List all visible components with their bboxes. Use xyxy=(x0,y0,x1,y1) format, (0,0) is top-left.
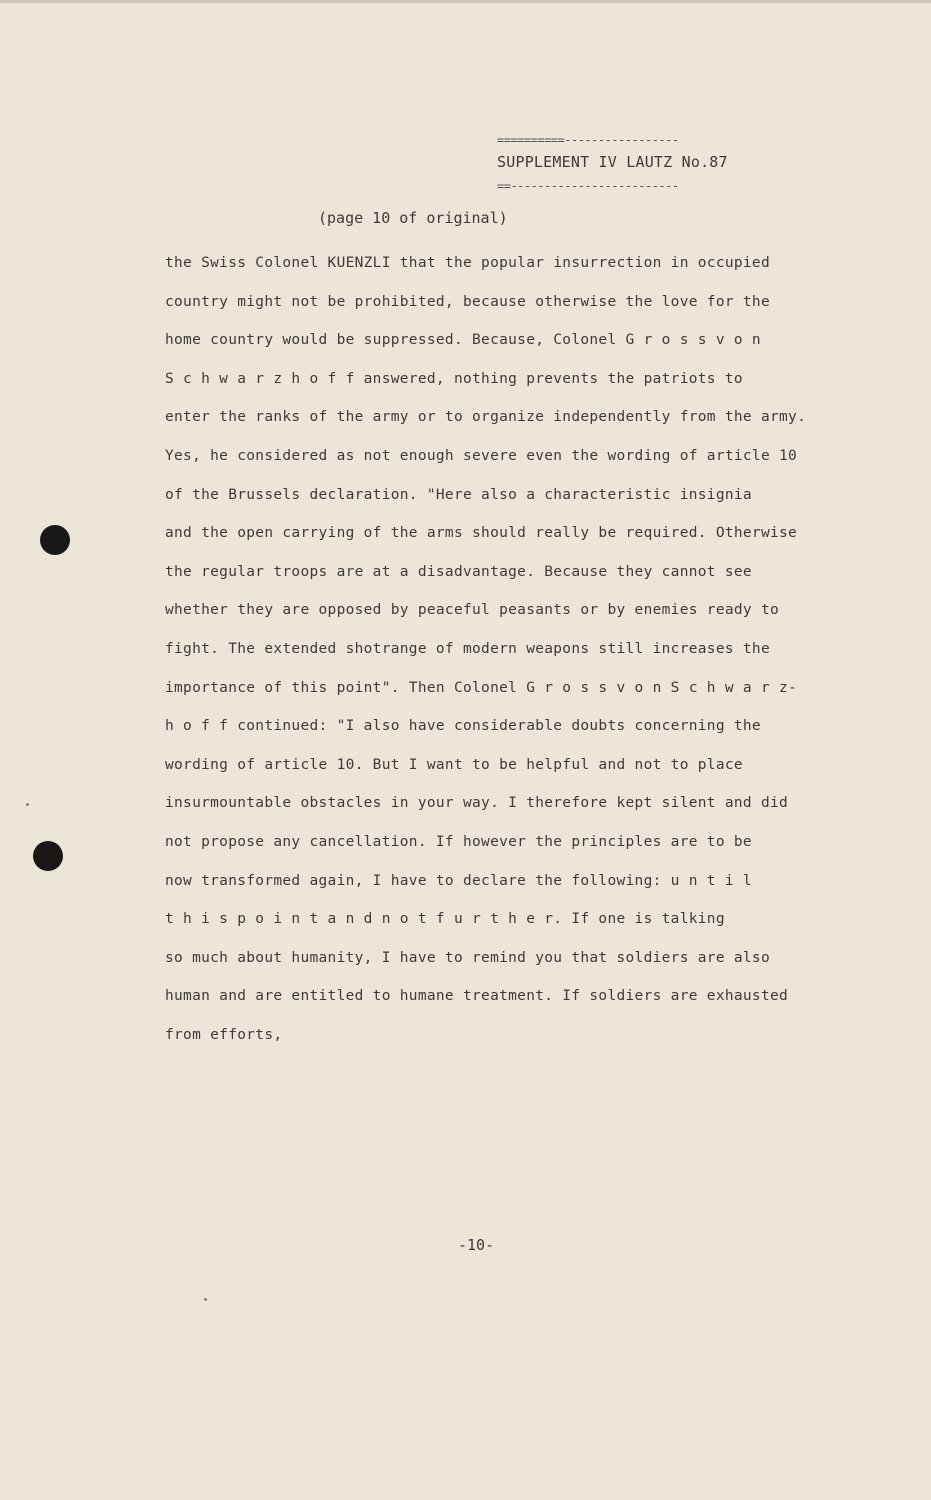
text-line: now transformed again, I have to declare the following: u n t i l xyxy=(165,872,752,889)
text-line: importance of this point". Then Colonel G r o s s v o n S c h w a r z- xyxy=(165,679,798,696)
text-line: S c h w a r z h o f f answered, nothing prevents the patriots to xyxy=(165,370,743,387)
text-line: whether they are opposed by peaceful peasants or by enemies ready to xyxy=(165,602,780,619)
text-line: human and are entitled to humane treatment. If soldiers are exhausted xyxy=(165,988,789,1005)
text-line: so much about humanity, I have to remind you that soldiers are also xyxy=(165,949,770,966)
text-line: home country would be suppressed. Because, Colonel G r o s s v o n xyxy=(165,332,761,349)
text-line: wording of article 10. But I want to be helpful and not to place xyxy=(165,756,743,773)
supplement-title: SUPPLEMENT IV LAUTZ No.87 xyxy=(497,153,728,171)
header-rule-bottom: ==------------------------- xyxy=(497,180,679,192)
body-text xyxy=(165,244,865,1054)
page-number: -10- xyxy=(458,1236,495,1254)
text-line: Yes, he considered as not enough severe even the wording of article 10 xyxy=(165,447,798,464)
text-line: not propose any cancellation. If however the principles are to be xyxy=(165,833,752,850)
punch-hole-lower xyxy=(33,841,63,871)
text-line: fight. The extended shotrange of modern weapons still increases the xyxy=(165,640,770,657)
original-page-reference: (page 10 of original) xyxy=(318,209,508,227)
text-line: h o f f continued: "I also have considerable doubts concerning the xyxy=(165,718,761,735)
text-line: the Swiss Colonel KUENZLI that the popular insurrection in occupied xyxy=(165,255,770,271)
text-line: country might not be prohibited, because otherwise the love for the xyxy=(165,293,770,310)
header-rule-top: ==========----------------- xyxy=(497,134,679,146)
paper-speck xyxy=(26,803,29,806)
text-line: the regular troops are at a disadvantage. Because they cannot see xyxy=(165,563,752,580)
page-top-edge xyxy=(0,0,931,3)
text-line: from efforts, xyxy=(165,1026,283,1043)
text-line: insurmountable obstacles in your way. I therefore kept silent and did xyxy=(165,795,789,812)
text-line: of the Brussels declaration. "Here also a characteristic insignia xyxy=(165,486,752,503)
paper-speck xyxy=(204,1298,207,1301)
punch-hole-upper xyxy=(40,525,70,555)
text-line: t h i s p o i n t a n d n o t f u r t h e r. If one is talking xyxy=(165,911,725,928)
supplement-header xyxy=(497,134,739,192)
text-line: enter the ranks of the army or to organize independently from the army. xyxy=(165,409,807,426)
text-line: and the open carrying of the arms should really be required. Otherwise xyxy=(165,525,798,542)
